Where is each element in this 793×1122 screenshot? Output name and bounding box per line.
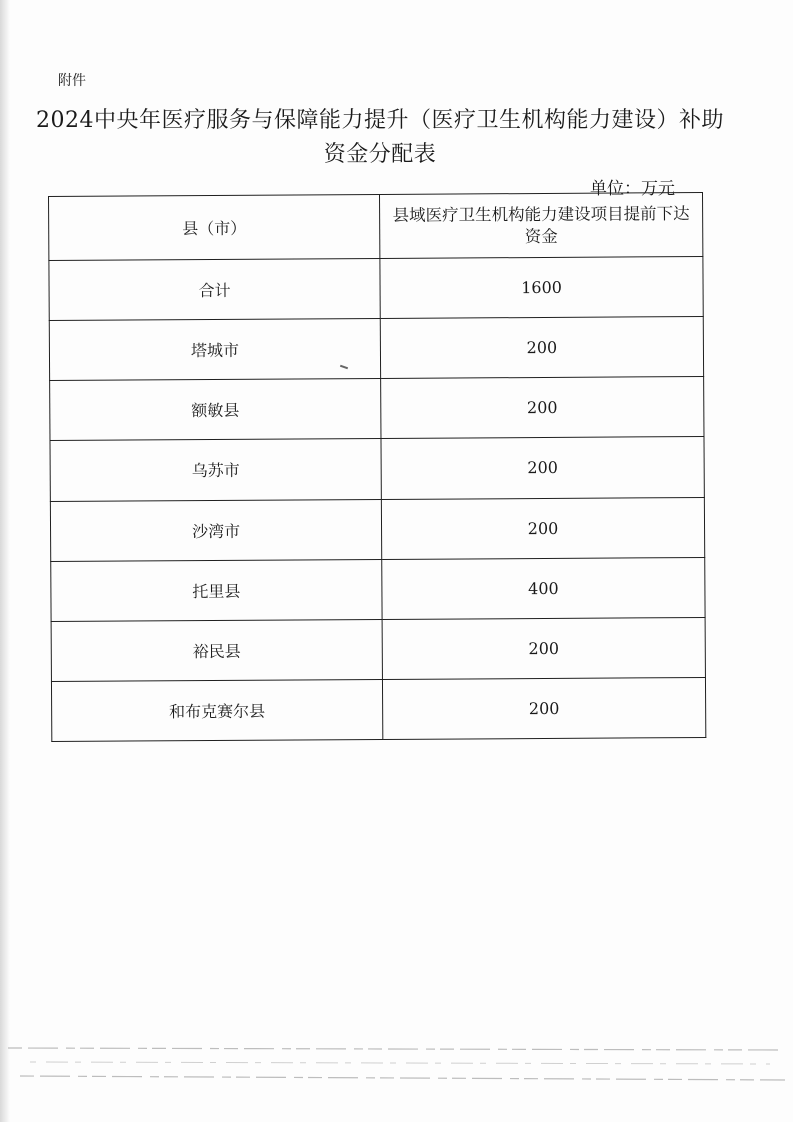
county-cell: 和布克赛尔县 (51, 679, 382, 741)
amount-cell: 200 (381, 497, 704, 559)
header-county: 县（市） (49, 194, 380, 260)
county-cell: 裕民县 (51, 619, 382, 681)
table-header-row (49, 193, 703, 261)
amount-cell: 200 (382, 677, 705, 739)
amount-cell: 200 (381, 437, 704, 499)
county-cell: 塔城市 (49, 319, 380, 381)
amount-cell: 200 (382, 617, 705, 679)
table-row (49, 317, 703, 381)
county-cell: 合计 (49, 259, 380, 321)
table-row (50, 437, 704, 501)
amount-cell: 200 (380, 317, 703, 379)
allocation-table (48, 192, 706, 742)
table-row (50, 497, 704, 561)
unit-label: 单位：万元 (590, 179, 675, 199)
table-row (51, 677, 705, 741)
annex-label: 附件 (58, 73, 86, 89)
document-title: 2024中央年医疗服务与保障能力提升（医疗卫生机构能力建设）补助资金分配表 (36, 108, 724, 167)
amount-cell: 400 (382, 557, 705, 619)
amount-cell: 1600 (380, 257, 703, 319)
header-amount: 县域医疗卫生机构能力建设项目提前下达资金 (379, 193, 702, 259)
scan-edge-shadow (0, 0, 10, 1122)
county-cell: 托里县 (51, 559, 382, 621)
allocation-table-container (48, 192, 705, 742)
amount-cell: 200 (381, 377, 704, 439)
table-row (51, 617, 705, 681)
table-row (50, 377, 704, 441)
scan-artifact-lines (0, 1040, 793, 1100)
table-row (51, 557, 705, 621)
county-cell: 额敏县 (50, 379, 381, 441)
county-cell: 乌苏市 (50, 439, 381, 501)
county-cell: 沙湾市 (50, 499, 381, 561)
table-row (49, 257, 703, 321)
